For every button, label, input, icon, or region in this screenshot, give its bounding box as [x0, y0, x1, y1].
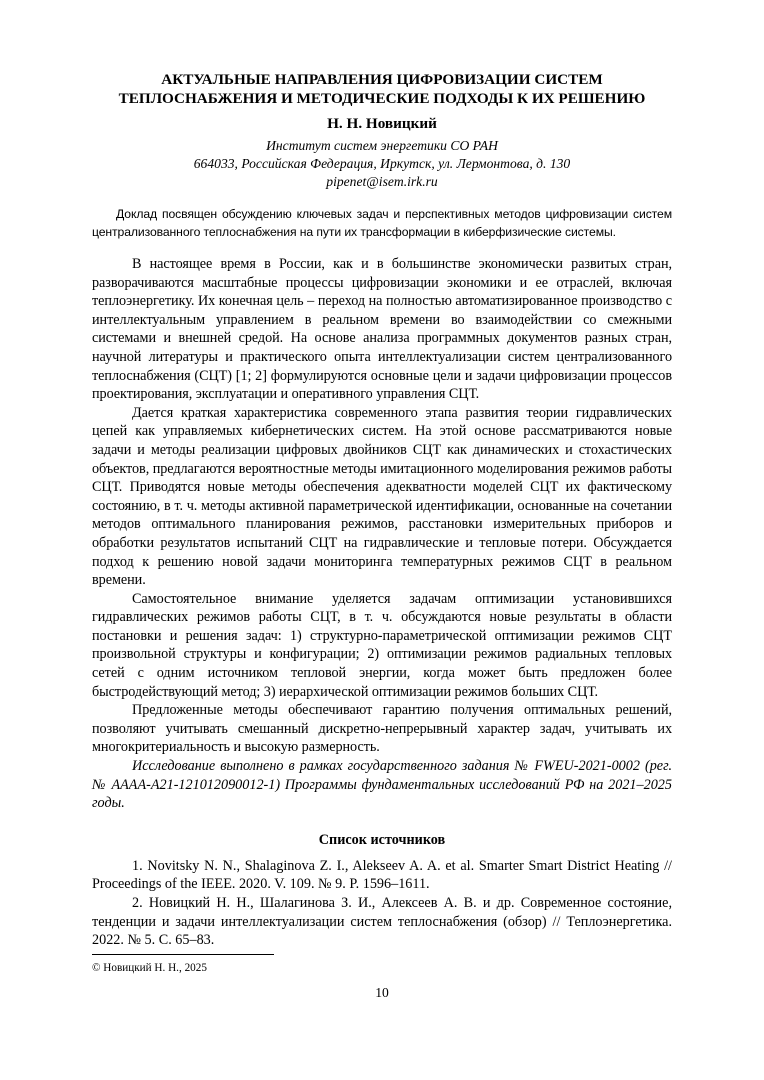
page-number: 10 — [375, 985, 389, 1000]
affiliation-institute: Институт систем энергетики СО РАН — [266, 138, 498, 153]
affiliation-email: pipenet@isem.irk.ru — [326, 174, 438, 189]
body-paragraph-2: Дается краткая характеристика современного этапа развития теории гидравлических цепей как управляемых кибернетических систем. На этой основе рассматриваются новые задачи и методы реализации цифровых двойников СЦТ как динамических и стохастических объектов, предлагаются вероятностные методы имитационного моделирования режимов работы СЦТ. Приводятся новые методы обеспечения адекватности моделей СЦТ их фактическому состоянию, в т. ч. методы активной параметрической идентификации, основанные на сочетании методов оптимального планирования режимов, расстановки измерительных приборов и обработки результатов испытаний СЦТ на гидравлические и тепловые потери. Обсуждается подход к решению новой задачи мониторинга температурных режимов СЦТ в реальном времени. — [92, 404, 672, 589]
paper-page — [92, 70, 672, 950]
body-paragraph-1: В настоящее время в России, как и в большинстве экономически развитых стран, разворачиваются масштабные процессы цифровизации экономики и ее отраслей, включая теплоэнергетику. Их конечная цель – переход на полностью автоматизированное производство с интеллектуальным управлением в реальном времени во взаимодействии со смежными системами и внешней средой. На основе анализа программных документов разных стран, научной литературы и практического опыта интеллектуализации систем централизованного теплоснабжения (СЦТ) [1; 2] формулируются основные цели и задачи цифровизации процессов проектирования, эксплуатации и оперативного управления СЦТ. — [92, 256, 672, 403]
footnote-divider — [92, 954, 274, 955]
paper-title — [92, 70, 672, 108]
title-line-1: АКТУАЛЬНЫЕ НАПРАВЛЕНИЯ ЦИФРОВИЗАЦИИ СИСТЕМ — [161, 71, 603, 88]
affiliation-address: 664033, Российская Федерация, Иркутск, ул. Лермонтова, д. 130 — [193, 156, 571, 171]
copyright-footnote: © Новицкий Н. Н., 2025 — [92, 962, 207, 974]
title-line-2: ТЕПЛОСНАБЖЕНИЯ И МЕТОДИЧЕСКИЕ ПОДХОДЫ К ИХ РЕШЕНИЮ — [118, 90, 646, 107]
acknowledgement: Исследование выполнено в рамках государственного задания № FWEU-2021-0002 (рег. № АААА-А21-121012090012-1) Программы фундаментальных исследований РФ на 2021–2025 годы. — [92, 758, 672, 812]
reference-1: 1. Novitsky N. N., Shalaginova Z. I., Alekseev A. A. et al. Smarter Smart District Heating // Proceedings of the IEEE. 2020. V. 109. № 9. P. 1596–1611. — [92, 857, 672, 893]
reference-2: 2. Новицкий Н. Н., Шалагинова З. И., Алексеев А. В. и др. Современное состояние, тенденции и задачи интеллектуализации систем теплоснабжения (обзор) // Теплоэнергетика. 2022. № 5. С. 65–83. — [92, 895, 672, 949]
references-heading: Список источников — [318, 831, 446, 848]
abstract: Доклад посвящен обсуждению ключевых задач и перспективных методов цифровизации систем централизованного теплоснабжения на пути их трансформации в киберфизические системы. — [92, 207, 672, 239]
author-name: Н. Н. Новицкий — [327, 115, 437, 132]
body-paragraph-4: Предложенные методы обеспечивают гарантию получения оптимальных решений, позволяют учитывать смешанный дискретно-непрерывный характер задач, учитывать их многокритериальность и высокую размерность. — [92, 702, 672, 756]
body-paragraph-3: Самостоятельное внимание уделяется задачам оптимизации установившихся гидравлических режимов работы СЦТ, в т. ч. обсуждаются новые результаты в области постановки и решения задач: 1) структурно-параметрической оптимизации режимов СЦТ произвольной структуры и конфигурации; 2) оптимизации режимов радиальных тепловых сетей с одним источником тепловой энергии, когда может быть предложен более быстродействующий метод; 3) иерархической оптимизации режимов больших СЦТ. — [92, 590, 672, 700]
